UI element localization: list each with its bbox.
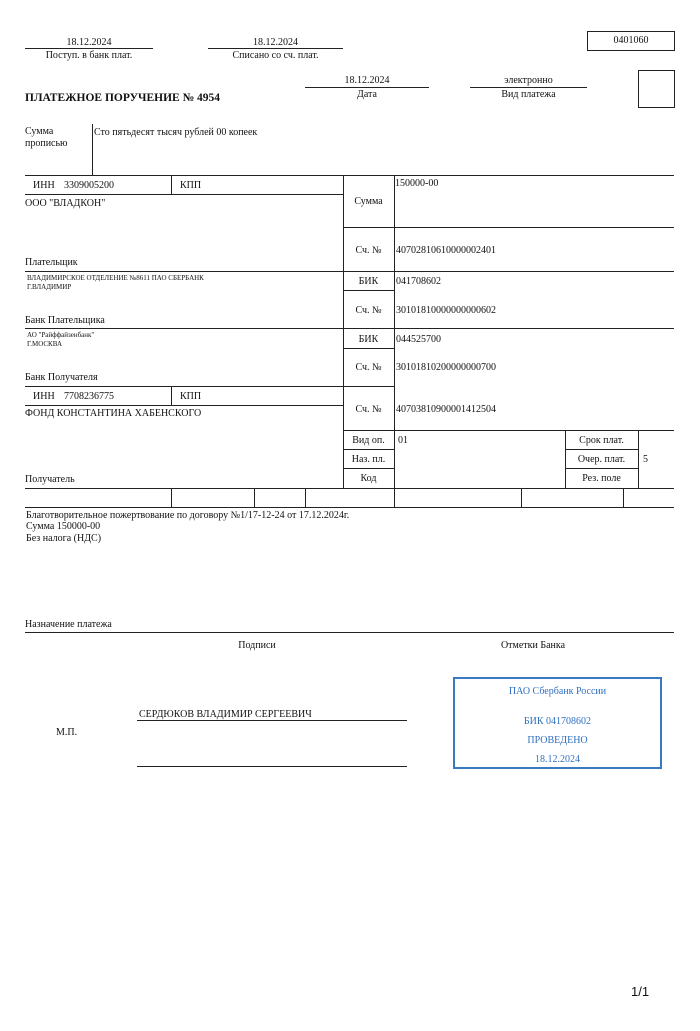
debited-label: Списано со сч. плат. [232, 50, 319, 61]
divider [25, 175, 674, 176]
payer-bank-bik: 041708602 [396, 276, 441, 287]
divider [343, 449, 394, 450]
payee-bank-account-label: Сч. № [355, 362, 382, 373]
purpose-line-3: Без налога (НДС) [26, 533, 102, 544]
purpose-line-2: Сумма 150000-00 [26, 521, 101, 532]
bank-stamp [453, 677, 662, 769]
divider [25, 386, 343, 387]
payer-kpp-label: КПП [180, 180, 202, 191]
payer-bank-account: 30101810000000000602 [396, 305, 496, 316]
amount-words-value: Сто пятьдесят тысяч рублей 00 копеек [94, 127, 258, 138]
divider [343, 386, 394, 387]
payer-label: Плательщик [25, 257, 78, 268]
payee-bank-name-2: Г.МОСКВА [27, 340, 62, 348]
divider [92, 124, 93, 176]
payee-bank-label: Банк Получателя [25, 372, 98, 383]
order-date: 18.12.2024 [344, 75, 390, 86]
payment-type-label: Вид платежа [501, 89, 556, 100]
page-number: 1/1 [631, 984, 650, 999]
payer-account-label: Сч. № [355, 245, 382, 256]
divider [565, 449, 638, 450]
divider [25, 488, 674, 489]
divider [343, 430, 674, 431]
amount-label: Сумма [354, 196, 383, 207]
corner-box [638, 70, 675, 108]
rez-pole-label: Рез. поле [582, 473, 621, 484]
divider [25, 632, 674, 633]
signature-line [137, 766, 407, 767]
payer-inn-label: ИНН [33, 180, 55, 191]
divider [638, 430, 639, 488]
stamp-bank-name: ПАО Сбербанк России [508, 686, 607, 697]
payer-bank-name-2: Г.ВЛАДИМИР [27, 283, 72, 291]
payer-bank-name-1: ВЛАДИМИРСКОЕ ОТДЕЛЕНИЕ №8611 ПАО СБЕРБАНК [27, 274, 204, 282]
payee-inn-label: ИНН [33, 391, 55, 402]
divider [25, 48, 153, 49]
divider [394, 175, 395, 507]
divider [343, 227, 674, 228]
divider [343, 290, 394, 291]
divider [254, 488, 255, 507]
purpose-label: Назначение платежа [25, 619, 112, 630]
payee-name: ФОНД КОНСТАНТИНА ХАБЕНСКОГО [25, 408, 202, 419]
divider [305, 488, 306, 507]
vid-op-label: Вид оп. [352, 435, 385, 446]
srok-plat-label: Срок плат. [579, 435, 624, 446]
divider [470, 87, 587, 88]
divider [305, 87, 429, 88]
divider [25, 405, 343, 406]
debited-date: 18.12.2024 [253, 37, 298, 48]
signature-line [137, 720, 407, 721]
divider [25, 328, 674, 329]
ocher-plat-label: Очер. плат. [577, 454, 626, 465]
payer-inn: 3309005200 [64, 180, 114, 191]
payee-bank-account: 30101810200000000700 [396, 362, 496, 373]
divider [521, 488, 522, 507]
payee-bank-bik: 044525700 [396, 334, 441, 345]
divider [171, 175, 172, 194]
payee-account-label: Сч. № [355, 404, 382, 415]
received-date: 18.12.2024 [66, 37, 112, 48]
divider [171, 488, 172, 507]
purpose-line-1: Благотворительное пожертвование по договору №1/17-12-24 от 17.12.2024г. [26, 510, 350, 521]
vid-op-value: 01 [398, 435, 408, 446]
payee-kpp-label: КПП [180, 391, 202, 402]
payee-account: 40703810900001412504 [396, 404, 496, 415]
stamp-status: ПРОВЕДЕНО [527, 735, 588, 746]
payer-name: ООО "ВЛАДКОН" [25, 198, 106, 209]
order-date-label: Дата [357, 89, 377, 100]
divider [171, 386, 172, 405]
divider [623, 488, 624, 507]
document-title: ПЛАТЕЖНОЕ ПОРУЧЕНИЕ № 4954 [25, 92, 221, 104]
mp-label: М.П. [56, 727, 78, 738]
payment-type: электронно [504, 75, 553, 86]
payer-bank-account-label: Сч. № [355, 305, 382, 316]
payer-account: 40702810610000002401 [396, 245, 496, 256]
form-code: 0401060 [587, 31, 675, 51]
payee-inn: 7708236775 [64, 391, 114, 402]
amount-value: 150000-00 [395, 178, 439, 189]
stamp-date: 18.12.2024 [535, 754, 580, 765]
signer-name: СЕРДЮКОВ ВЛАДИМИР СЕРГЕЕВИЧ [139, 709, 312, 720]
payer-bank-bik-label: БИК [358, 276, 379, 287]
divider [25, 194, 343, 195]
ocher-plat-value: 5 [643, 454, 648, 465]
naz-pl-label: Наз. пл. [351, 454, 386, 465]
divider [25, 507, 674, 508]
kod-label: Код [360, 473, 377, 484]
divider [565, 468, 638, 469]
amount-words-label-2: прописью [25, 138, 68, 149]
received-label: Поступ. в банк плат. [45, 50, 133, 61]
payer-bank-label: Банк Плательщика [25, 315, 105, 326]
divider [25, 271, 674, 272]
payee-label: Получатель [25, 474, 75, 485]
divider [343, 468, 394, 469]
stamp-bik: БИК 041708602 [523, 716, 592, 727]
payee-bank-bik-label: БИК [358, 334, 379, 345]
divider [343, 348, 394, 349]
bank-marks-label: Отметки Банка [500, 640, 566, 651]
signatures-label: Подписи [238, 640, 276, 651]
divider [208, 48, 343, 49]
amount-words-label-1: Сумма [25, 126, 54, 137]
payee-bank-name-1: АО "Райффайзенбанк" [27, 331, 95, 339]
